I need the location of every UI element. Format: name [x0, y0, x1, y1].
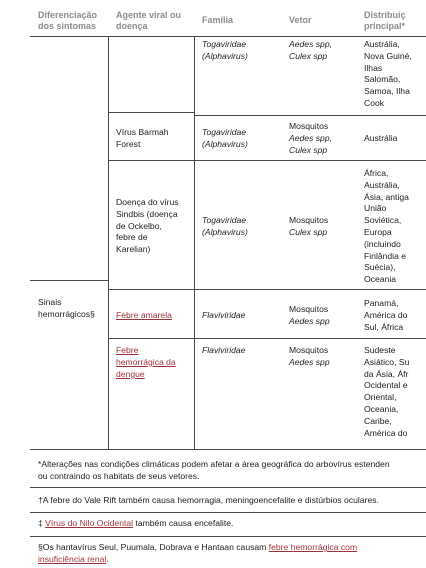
- distribution-text: África,: [364, 168, 389, 178]
- distribution-text: Sudeste: [364, 345, 396, 355]
- distribution-text: Caribe,: [364, 415, 392, 426]
- agent-text: de Ockelbo,: [116, 220, 162, 231]
- distribution-text: (incluindo: [364, 238, 401, 249]
- header-text-line: Diferenciação: [38, 10, 98, 20]
- group-text: hemorrágicos§: [38, 308, 95, 319]
- distribution-text: Ásia, antiga: [364, 191, 409, 202]
- vector-text: Mosquitos: [289, 345, 329, 355]
- footnote-text: .: [106, 553, 109, 564]
- sindbis-family: [202, 215, 248, 239]
- header-text-line: principal*: [364, 21, 406, 31]
- vector-text: Culex spp: [289, 144, 328, 155]
- row-divider-barmah: [108, 160, 426, 161]
- row-divider-yellowfever: [108, 338, 426, 339]
- group-text: Sinais: [38, 297, 62, 307]
- header-rule: [30, 36, 426, 37]
- footnote-divider: [30, 512, 426, 513]
- agent-text: Sindbis (doença: [116, 208, 178, 219]
- header-symptom-differentiation: [38, 10, 97, 32]
- agent-text: Doença do vírus: [116, 197, 179, 207]
- table-bottom-rule: [30, 449, 426, 450]
- distribution-text: Finlândia e: [364, 250, 407, 261]
- footnote-text: ‡: [38, 518, 46, 528]
- agent-link-text[interactable]: dengue: [116, 368, 145, 379]
- distribution-text: Ilhas: [364, 62, 383, 73]
- column-divider: [108, 36, 109, 449]
- family-text: (Alphavirus): [202, 226, 248, 237]
- distribution-text: Oriental,: [364, 392, 397, 403]
- distribution-text: da Ásia, Áfr: [364, 368, 409, 379]
- distribution-text: Samoa, Ilha: [364, 86, 410, 97]
- yellowfever-family: Flaviviridae: [202, 310, 246, 320]
- yellowfever-vector: [289, 304, 330, 328]
- family-text: Togaviridae: [202, 127, 247, 137]
- distribution-text: Sul, África: [364, 321, 404, 332]
- distribution-text: Europa: [364, 226, 392, 237]
- footnote-text: ou contraindo os habitats de seus vetores.: [38, 470, 200, 481]
- yellowfever-distribution: [364, 298, 407, 333]
- header-vector: Vetor: [289, 15, 312, 25]
- header-text-line: dos sintomas: [38, 21, 97, 31]
- agent-text: Forest: [116, 138, 141, 149]
- agent-link-text[interactable]: hemorrágica da: [116, 356, 176, 367]
- vector-text: Culex spp: [289, 50, 328, 61]
- footnote-hantavirus: [38, 542, 357, 566]
- header-family: Família: [202, 15, 234, 25]
- header-text-line: Distribuiç: [364, 10, 406, 20]
- header-distribution: [364, 10, 406, 32]
- sindbis-agent: [116, 197, 179, 256]
- distribution-text: Austrália: [364, 133, 398, 143]
- barmah-distribution: [364, 133, 397, 145]
- distribution-text: Austrália,: [364, 179, 400, 190]
- dengue-family: Flaviviridae: [202, 345, 246, 355]
- header-text-line: doença: [116, 21, 148, 31]
- agent-link-text[interactable]: Febre: [116, 345, 139, 355]
- distribution-text: Panamá,: [364, 298, 399, 308]
- ross-family: [202, 39, 248, 63]
- dengue-vector: [289, 345, 330, 369]
- barmah-family: [202, 127, 248, 151]
- family-text: (Alphavirus): [202, 50, 248, 61]
- barmah-vector: [289, 121, 332, 156]
- family-text: Togaviridae: [202, 215, 247, 225]
- row-divider-ross: [108, 112, 194, 113]
- distribution-text: Oceania,: [364, 403, 399, 414]
- west-nile-virus-link[interactable]: Vírus do Nilo Ocidental: [45, 518, 134, 528]
- footnote-text: §Os hantavírus Seul, Puumala, Dobrava e Hantaan causam: [38, 542, 269, 552]
- footnote-divider: [30, 536, 426, 537]
- vector-text: Mosquitos: [289, 304, 329, 314]
- vector-text: Aedes spp: [289, 315, 330, 326]
- yellow-fever-link[interactable]: Febre amarela: [116, 310, 172, 320]
- vector-text: Aedes spp,: [289, 132, 332, 143]
- ross-vector: [289, 39, 332, 63]
- sindbis-distribution: [364, 168, 409, 286]
- distribution-text: Salomão,: [364, 74, 401, 85]
- footnote-west-nile: [38, 518, 233, 530]
- distribution-text: Cook: [364, 97, 385, 108]
- vector-text: Aedes spp,: [289, 39, 332, 49]
- dengue-hemorrhagic-fever-link[interactable]: [116, 345, 176, 380]
- distribution-text: Suécia),: [364, 262, 396, 273]
- barmah-agent: [116, 127, 169, 151]
- distribution-text: Soviética,: [364, 215, 402, 226]
- footnote-divider: [30, 487, 426, 488]
- agent-text: febre de: [116, 232, 148, 243]
- agent-text: Karelian): [116, 244, 151, 255]
- group-hemorrhagic-signs: [38, 297, 95, 321]
- agent-text: Vírus Barmah: [116, 127, 169, 137]
- row-divider-sindbis: [108, 289, 426, 290]
- footnote-rift-valley: †A febre do Vale Rift também causa hemorragia, meningoencefalite e distúrbios oculares.: [38, 495, 379, 505]
- ross-distribution: [364, 39, 412, 110]
- distribution-text: Asiático, Su: [364, 356, 410, 367]
- hemorrhagic-fever-renal-link[interactable]: insuficiência renal: [38, 553, 107, 564]
- distribution-text: Ocidental e: [364, 380, 408, 391]
- family-text: (Alphavirus): [202, 138, 248, 149]
- footnote-text: *Alterações nas condições climáticas podem afetar a área geográfica do arbovírus estenden: [38, 459, 390, 469]
- vector-text: Aedes spp: [289, 356, 330, 367]
- hemorrhagic-fever-renal-link[interactable]: febre hemorrágica com: [268, 542, 358, 552]
- distribution-text: Oceania: [364, 274, 397, 285]
- sindbis-vector: [289, 215, 328, 239]
- distribution-text: Austrália,: [364, 39, 400, 49]
- vector-text: Mosquitos: [289, 121, 329, 131]
- footnote-climate: [38, 459, 390, 483]
- header-text-line: Agente viral ou: [116, 10, 182, 20]
- distribution-text: União: [364, 203, 387, 214]
- dengue-distribution: [364, 345, 409, 439]
- header-viral-agent: [116, 10, 181, 32]
- footnote-text: também causa encefalite.: [133, 518, 234, 528]
- family-text: Togaviridae: [202, 39, 247, 49]
- vector-text: Culex spp: [289, 226, 328, 237]
- distribution-text: Nova Guiné,: [364, 50, 412, 61]
- distribution-text: América do: [364, 427, 408, 438]
- row-divider-ross-right: [194, 115, 426, 116]
- column-divider-family: [194, 36, 195, 449]
- row-divider-group: [30, 280, 108, 281]
- distribution-text: América do: [364, 309, 408, 320]
- vector-text: Mosquitos: [289, 215, 329, 225]
